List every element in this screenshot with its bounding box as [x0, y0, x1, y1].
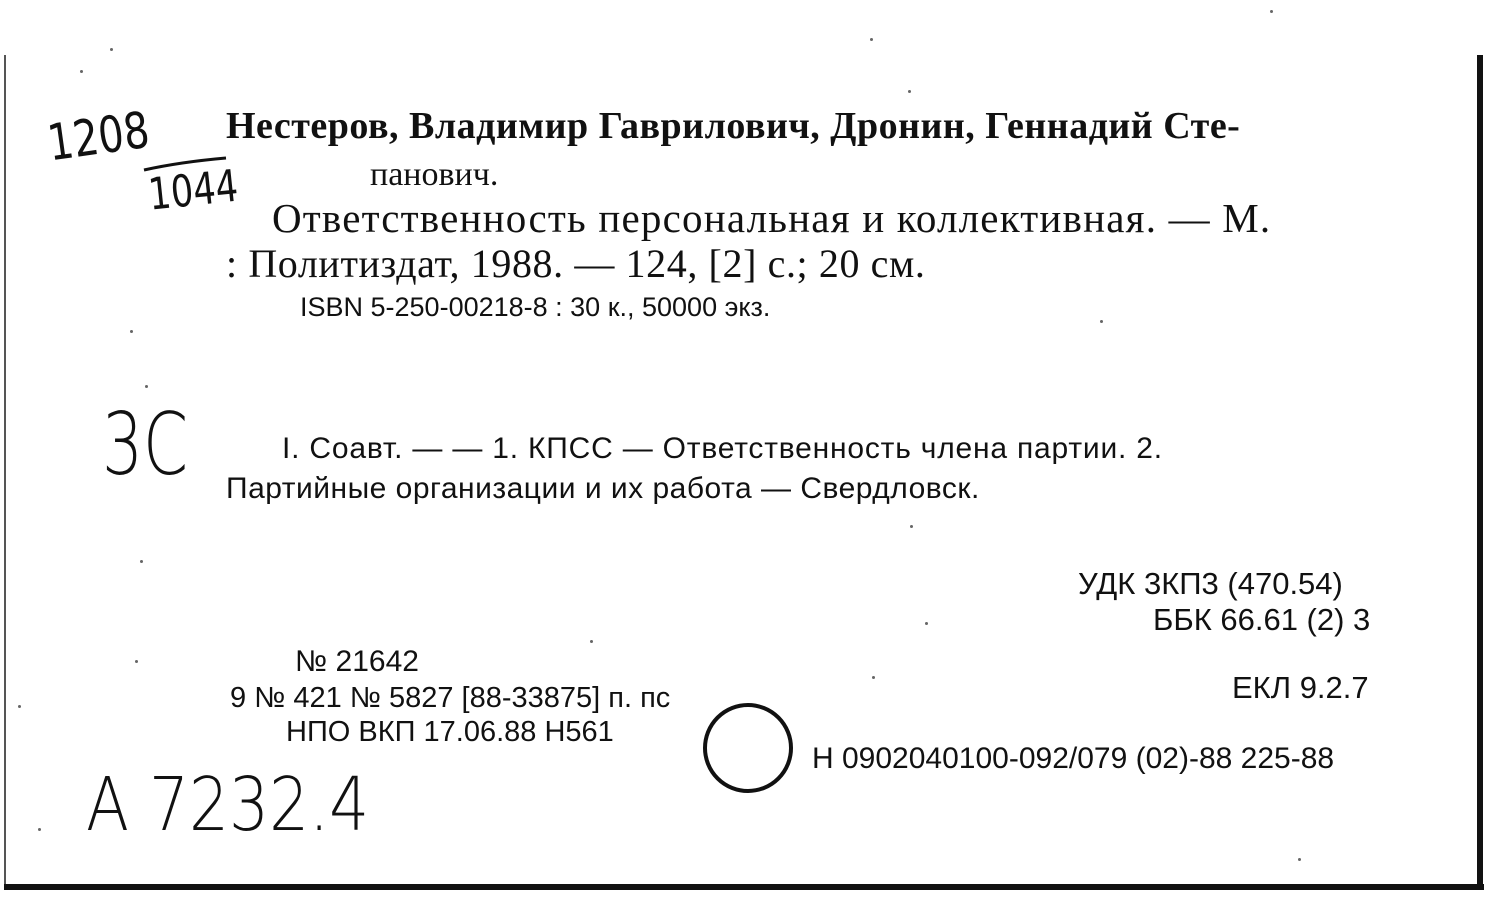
- scan-speck: [1270, 10, 1273, 13]
- print-line: 9 № 421 № 5827 [88-33875] п. пс: [230, 682, 671, 714]
- author-line-1: Нестеров, Владимир Гаврилович, Дронин, Геннадий Сте-: [226, 105, 1241, 147]
- title-line-2: : Политиздат, 1988. — 124, [2] с.; 20 см.: [226, 241, 926, 286]
- scan-speck: [925, 622, 928, 625]
- card-border-bottom: [4, 884, 1484, 890]
- handwritten-inventory-number: A 7232.4: [86, 762, 370, 848]
- scan-speck: [140, 560, 143, 563]
- scan-speck: [908, 90, 911, 93]
- scan-speck: [110, 48, 113, 51]
- scan-speck: [872, 676, 875, 679]
- circle-stamp-icon: [700, 700, 800, 800]
- udk-code: УДК 3КП3 (470.54): [1078, 566, 1343, 601]
- catalog-code-line: Н 0902040100-092/079 (02)-88 225-88: [812, 742, 1335, 775]
- scan-speck: [80, 70, 83, 73]
- order-number: № 21642: [295, 645, 419, 678]
- scan-speck: [590, 640, 593, 643]
- isbn-line: ISBN 5-250-00218-8 : 30 к., 50000 экз.: [300, 292, 771, 322]
- scan-speck: [870, 38, 873, 41]
- scan-speck: [135, 660, 138, 663]
- card-border-left: [4, 55, 6, 890]
- author-line-2: панович.: [370, 156, 499, 193]
- scan-speck: [130, 330, 133, 333]
- bbk-code: ББК 66.61 (2) 3: [1153, 602, 1371, 637]
- subjects-line-2: Партийные организации и их работа — Свердловск.: [226, 472, 980, 505]
- scan-speck: [18, 705, 21, 708]
- subjects-line-1: I. Соавт. — — 1. КПСС — Ответственность члена партии. 2.: [282, 432, 1163, 465]
- scan-speck: [1298, 858, 1301, 861]
- handwritten-shelf-top: 1208: [44, 100, 153, 173]
- scan-speck: [145, 385, 148, 388]
- scan-speck: [38, 828, 41, 831]
- card-border-right: [1477, 55, 1483, 890]
- title-line-1: Ответственность персональная и коллективная. — М.: [272, 195, 1272, 241]
- handwritten-shelf-bottom: 1044: [146, 160, 241, 221]
- scan-speck: [1100, 320, 1103, 323]
- handwritten-mark: 3C: [102, 395, 189, 495]
- npo-line: НПО ВКП 17.06.88 Н561: [286, 716, 614, 748]
- scan-speck: [910, 525, 913, 528]
- ekl-code: ЕКЛ 9.2.7: [1232, 670, 1369, 705]
